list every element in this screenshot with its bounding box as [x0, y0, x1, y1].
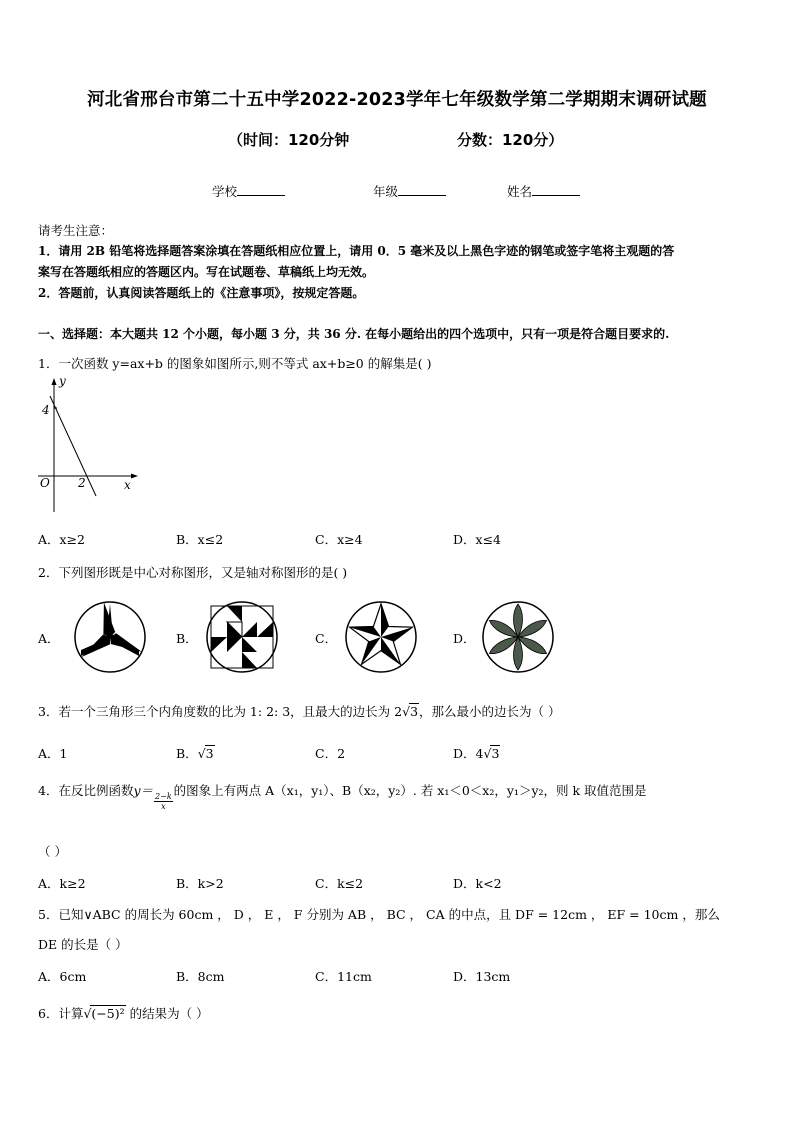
q2-label-a: A．: [38, 631, 60, 646]
q3-radicand: 3: [410, 704, 419, 719]
q1-stem: 1．一次函数 y=ax+b 的图象如图所示,则不等式 ax+b≥0 的解集是( ): [38, 356, 432, 371]
page-title: 河北省邢台市第二十五中学2022-2023学年七年级数学第二学期期末调研试题: [87, 90, 707, 110]
name-label: 姓名: [507, 184, 533, 199]
q3-stem-b: ，那么最小的边长为（ ）: [419, 704, 561, 719]
notice-line-2: 案写在答题纸相应的答题区内。写在试题卷、草稿纸上均无效。: [38, 265, 375, 279]
q1-option-a: A．x≥2: [38, 532, 86, 547]
q3-option-b-label: B．: [176, 746, 198, 761]
q1-origin-label: O: [40, 476, 50, 490]
q5-option-a: A．6cm: [38, 969, 87, 984]
q6-stem-b: 的结果为（ ）: [129, 1006, 209, 1021]
q3-option-d-label: D．4: [453, 746, 484, 761]
q4-option-a: A．k≥2: [38, 876, 86, 891]
q6-radicand: (−5)²: [91, 1006, 125, 1021]
q5-option-d: D．13cm: [453, 969, 511, 984]
score-info: 分数：120分）: [457, 131, 564, 149]
q4-fraction: [154, 792, 173, 811]
q4-option-b: B．k>2: [176, 876, 224, 891]
q6-stem-a: 6．计算: [38, 1006, 84, 1021]
q6-stem: 6．计算√(−5)² 的结果为（ ）: [38, 1006, 209, 1021]
q4-fraction-numerator: 2−k: [155, 792, 172, 801]
name-blank: [532, 184, 580, 196]
school-field: [212, 182, 285, 200]
q2-stem: 2．下列图形既是中心对称图形，又是轴对称图形的是( ): [38, 565, 348, 580]
q4-y-eq: y＝: [133, 783, 154, 798]
q2-figure-b-pinwheel: [205, 600, 279, 674]
q2-label-b: B．: [176, 631, 198, 646]
q1-x-label: x: [124, 478, 131, 492]
q3-stem-a: 3．若一个三角形三个内角度数的比为 1: 2: 3，且最大的边长为 2: [38, 704, 403, 719]
q3-option-d: D．4√3: [453, 746, 500, 761]
q4-fraction-denominator: x: [161, 802, 166, 811]
q3-option-a: A．1: [38, 746, 68, 761]
school-blank: [237, 184, 285, 196]
section-heading: 一、选择题：本大题共 12 个小题，每小题 3 分，共 36 分. 在每小题给出的四个选项中，只有一项是符合题目要求的.: [38, 327, 670, 341]
notice-heading: 请考生注意：: [38, 223, 114, 238]
q4-stem: [38, 781, 647, 811]
q4-option-d: D．k<2: [453, 876, 502, 891]
q5-option-c: C．11cm: [315, 969, 372, 984]
q2-label-c: C．: [315, 631, 338, 646]
q2-figure-a-propeller: [73, 600, 147, 674]
q1-option-b: B．x≤2: [176, 532, 224, 547]
notice-line-1: 1．请用 2B 铅笔将选择题答案涂填在答题纸相应位置上，请用 0．5 毫米及以上黑色字迹的钢笔或签字笔将主观题的答: [38, 244, 675, 258]
q5-line-2: DE 的长是（ ）: [38, 937, 128, 952]
q3-option-b: B．√3: [176, 746, 214, 761]
q5-option-b: B．8cm: [176, 969, 225, 984]
q4-answer-paren: （ ）: [38, 844, 67, 859]
q2-figure-c-star: [344, 600, 418, 674]
q4-stem-a: 4．在反比例函数: [38, 783, 134, 798]
q2-figure-d-flower: [481, 600, 555, 674]
q3-stem: 3．若一个三角形三个内角度数的比为 1: 2: 3，且最大的边长为 2√3，那么最小的边长为（ ）: [38, 704, 561, 719]
school-label: 学校: [212, 184, 238, 199]
q1-x-intercept: 2: [78, 476, 86, 490]
name-field: [507, 182, 580, 200]
q4-stem-b: 的图象上有两点 A（x₁，y₁）、B（x₂，y₂）. 若 x₁＜0＜x₂，y₁＞y₂，则 k 取值范围是: [173, 783, 647, 798]
grade-blank: [398, 184, 446, 196]
q1-graph: [30, 372, 150, 522]
q3-option-c: C．2: [315, 746, 346, 761]
notice-line-3: 2．答题前，认真阅读答题纸上的《注意事项》，按规定答题。: [38, 286, 365, 300]
q1-option-d: D．x≤4: [453, 532, 501, 547]
q1-option-c: C．x≥4: [315, 532, 363, 547]
q1-y-intercept: 4: [42, 403, 50, 417]
time-info: （时间：120分钟: [228, 131, 350, 149]
q1-y-label: y: [59, 374, 66, 388]
grade-label: 年级: [373, 184, 399, 199]
q4-option-c: C．k≤2: [315, 876, 364, 891]
q3-option-b-radicand: 3: [205, 746, 214, 761]
grade-field: [373, 182, 446, 200]
q5-line-1: 5．已知∨ABC 的周长为 60cm ， D ， E ， F 分别为 AB ， BC ， CA 的中点，且 DF = 12cm ， EF = 10cm ，那么: [38, 907, 720, 922]
q3-option-d-radicand: 3: [491, 746, 500, 761]
q2-label-d: D．: [453, 631, 476, 646]
